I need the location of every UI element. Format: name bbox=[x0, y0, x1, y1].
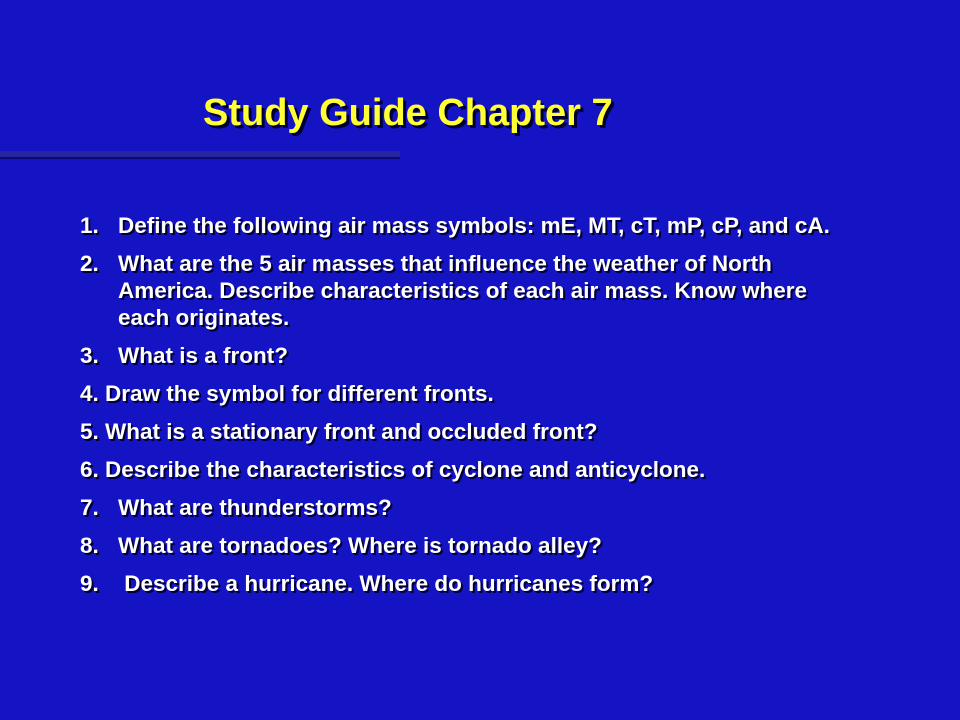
question-list bbox=[80, 212, 880, 608]
question-number: 9. bbox=[80, 571, 99, 596]
question-5 bbox=[80, 418, 880, 445]
question-2 bbox=[80, 250, 880, 331]
question-number: 3. bbox=[80, 343, 99, 368]
question-number: 8. bbox=[80, 533, 99, 558]
question-text: What are thunderstorms? bbox=[118, 495, 392, 520]
question-text: What is a front? bbox=[118, 343, 288, 368]
question-text: 4. Draw the symbol for different fronts. bbox=[80, 381, 494, 406]
slide-title: Study Guide Chapter 7 bbox=[203, 92, 613, 134]
question-6 bbox=[80, 456, 880, 483]
question-text: Define the following air mass symbols: mE, MT, cT, mP, cP, and cA. bbox=[118, 213, 830, 238]
question-4 bbox=[80, 380, 880, 407]
question-number: 2. bbox=[80, 251, 99, 276]
question-7 bbox=[80, 494, 880, 521]
question-number: 7. bbox=[80, 495, 99, 520]
question-text: 5. What is a stationary front and occluded front? bbox=[80, 419, 598, 444]
question-text: Describe a hurricane. Where do hurricanes form? bbox=[118, 571, 654, 596]
question-number: 1. bbox=[80, 213, 99, 238]
question-text: 6. Describe the characteristics of cyclone and anticyclone. bbox=[80, 457, 706, 482]
question-3 bbox=[80, 342, 880, 369]
question-9 bbox=[80, 570, 880, 597]
question-text: What are tornadoes? Where is tornado alley? bbox=[118, 533, 602, 558]
question-1 bbox=[80, 212, 880, 239]
question-8 bbox=[80, 532, 880, 559]
title-underline bbox=[0, 151, 400, 157]
question-text: What are the 5 air masses that influence the weather of North America. Describe characteristics of each air mass. Know where each originates. bbox=[118, 251, 808, 330]
